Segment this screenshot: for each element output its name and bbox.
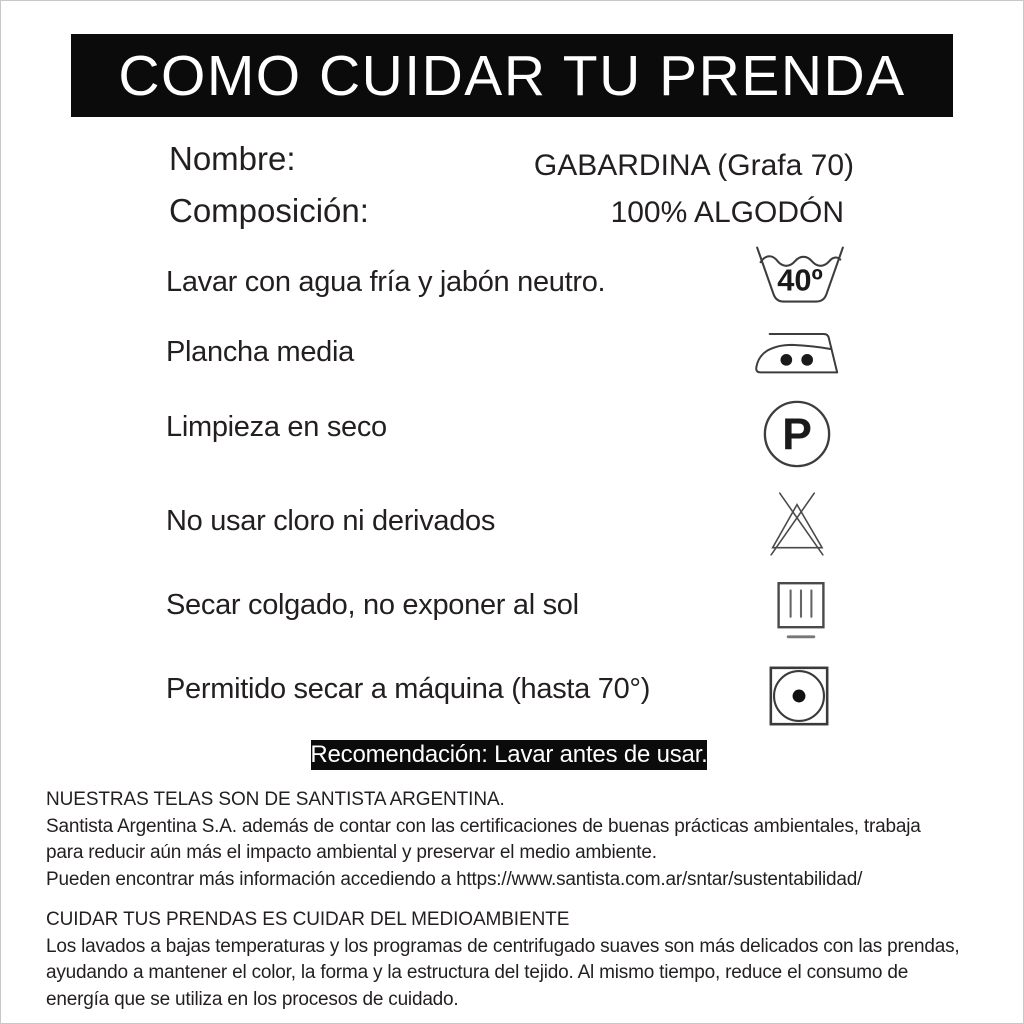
footer xyxy=(46,787,996,1013)
care-instruction-no-bleach: No usar cloro ni derivados xyxy=(166,505,496,537)
care-instruction-line-dry: Secar colgado, no exponer al sol xyxy=(166,589,579,621)
footer-line: ayudando a mantener el color, la forma y la estructura del tejido. Al mismo tiempo, reduce el consumo de xyxy=(46,962,909,983)
line-dry-icon xyxy=(769,579,833,645)
footer-line: Santista Argentina S.A. además de contar con las certificaciones de buenas prácticas ambientales, trabaja xyxy=(46,815,921,837)
title-banner xyxy=(71,34,953,117)
name-value: GABARDINA (Grafa 70) xyxy=(533,149,854,182)
recommendation-text: Recomendación: Lavar antes de usar. xyxy=(310,741,708,768)
care-instruction-wash: Lavar con agua fría y jabón neutro. xyxy=(166,266,606,298)
footer-line: Los lavados a bajas temperaturas y los programas de centrifugado suaves son más delicados con las prendas, xyxy=(46,935,960,957)
footer-heading-medioambiente: CUIDAR TUS PRENDAS ES CUIDAR DEL MEDIOAMBIENTE xyxy=(46,909,570,930)
care-instruction-tumble-dry: Permitido secar a máquina (hasta 70°) xyxy=(166,673,651,705)
iron-medium-icon xyxy=(753,329,843,379)
care-instruction-dry-clean: Limpieza en seco xyxy=(166,411,387,443)
footer-heading-santista: NUESTRAS TELAS SON DE SANTISTA ARGENTINA. xyxy=(46,789,505,810)
care-instruction-iron: Plancha media xyxy=(166,336,354,368)
recommendation-bar xyxy=(311,740,707,770)
footer-line: para reducir aún más el impacto ambiental y preservar el medio ambiente. xyxy=(46,842,657,863)
page-title: COMO CUIDAR TU PRENDA xyxy=(118,43,906,108)
dry-clean-p-icon xyxy=(761,398,833,470)
tumble-dry-icon xyxy=(766,663,832,729)
svg-text:P: P xyxy=(782,409,812,460)
composition-label: Composición: xyxy=(169,192,369,229)
footer-line: Pueden encontrar más información accediendo a https://www.santista.com.ar/sntar/sustentabilidad/ xyxy=(46,868,863,890)
no-bleach-icon xyxy=(764,486,830,562)
wash-40-icon xyxy=(752,244,848,306)
composition-value: 100% ALGODÓN xyxy=(610,196,844,229)
svg-text:40º: 40º xyxy=(777,262,823,298)
footer-line: energía que se utiliza en los procesos de cuidado. xyxy=(46,988,459,1010)
name-label: Nombre: xyxy=(169,140,296,177)
